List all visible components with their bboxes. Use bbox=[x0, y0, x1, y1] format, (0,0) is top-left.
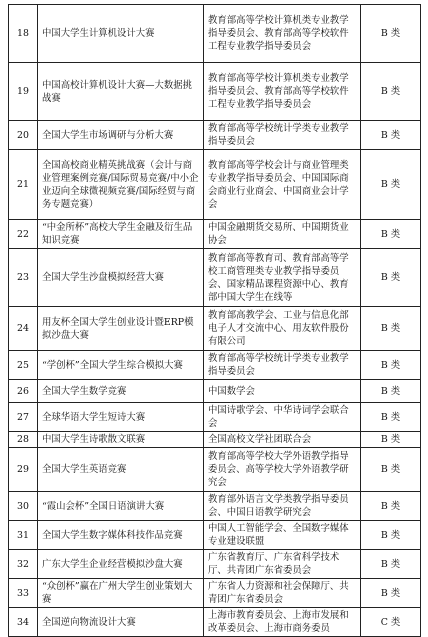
category: B 类 bbox=[361, 448, 421, 492]
row-number: 18 bbox=[9, 5, 38, 63]
organizer: 中国数学会 bbox=[204, 380, 361, 403]
organizer: 广东省人力资源和社会保障厅、共青团广东省委员会 bbox=[204, 579, 361, 608]
category: B 类 bbox=[361, 380, 421, 403]
category: B 类 bbox=[361, 220, 421, 249]
row-number: 26 bbox=[9, 380, 38, 403]
competition-name: “霞山会杯”全国日语演讲大赛 bbox=[38, 492, 204, 521]
competition-name: 广东大学生企业经营模拟沙盘大赛 bbox=[38, 550, 204, 579]
row-number: 25 bbox=[9, 351, 38, 380]
row-number: 34 bbox=[9, 608, 38, 637]
category: B 类 bbox=[361, 521, 421, 550]
row-number: 29 bbox=[9, 448, 38, 492]
category: B 类 bbox=[361, 550, 421, 579]
row-number: 27 bbox=[9, 403, 38, 432]
organizer: 教育部高等学校计算机类专业教学指导委员会、教育部高等学校软件工程专业教学指导委员会 bbox=[204, 5, 361, 63]
organizer: 教育部高等学校统计学类专业教学指导委员会 bbox=[204, 351, 361, 380]
competition-table-wrapper bbox=[8, 4, 420, 637]
competition-name: 全国逆向物流设计大赛 bbox=[38, 608, 204, 637]
organizer: 上海市教育委员会、上海市发展和改革委员会、上海市商务委员 bbox=[204, 608, 361, 637]
organizer: 中国金融期货交易所、中国期货业协会 bbox=[204, 220, 361, 249]
competition-name: 中国大学生计算机设计大赛 bbox=[38, 5, 204, 63]
row-number: 19 bbox=[9, 63, 38, 121]
category: B 类 bbox=[361, 432, 421, 448]
organizer: 教育部高等学校会计与商业管理类专业教学指导委员会、中国国际商会商业行业商会、中国商业会计学会 bbox=[204, 150, 361, 220]
competition-name: 全国大学生数字媒体科技作品竞赛 bbox=[38, 521, 204, 550]
table-row bbox=[9, 121, 421, 150]
competition-name: 中国高校计算机设计大赛—大数据挑战赛 bbox=[38, 63, 204, 121]
competition-table bbox=[8, 4, 421, 637]
table-row bbox=[9, 403, 421, 432]
category: B 类 bbox=[361, 63, 421, 121]
organizer: 中国人工智能学会、全国数字媒体专业建设联盟 bbox=[204, 521, 361, 550]
table-row bbox=[9, 249, 421, 307]
row-number: 28 bbox=[9, 432, 38, 448]
competition-name: 用友杯全国大学生创业设计暨ERP模拟沙盘大赛 bbox=[38, 307, 204, 351]
category: B 类 bbox=[361, 351, 421, 380]
category: B 类 bbox=[361, 150, 421, 220]
table-row bbox=[9, 5, 421, 63]
table-row bbox=[9, 432, 421, 448]
category: B 类 bbox=[361, 579, 421, 608]
category: C 类 bbox=[361, 608, 421, 637]
table-row bbox=[9, 550, 421, 579]
row-number: 22 bbox=[9, 220, 38, 249]
table-row bbox=[9, 521, 421, 550]
competition-name: 全球华语大学生短诗大赛 bbox=[38, 403, 204, 432]
category: B 类 bbox=[361, 5, 421, 63]
category: B 类 bbox=[361, 121, 421, 150]
row-number: 32 bbox=[9, 550, 38, 579]
table-row bbox=[9, 307, 421, 351]
competition-name: 全国大学生市场调研与分析大赛 bbox=[38, 121, 204, 150]
table-row bbox=[9, 63, 421, 121]
organizer: 教育部高等教育司、教育部高等学校工商管理类专业教学指导委员会、国家精品课程资源中心、教育部中国大学生在线等 bbox=[204, 249, 361, 307]
category: B 类 bbox=[361, 307, 421, 351]
competition-name: “学创杯”全国大学生综合模拟大赛 bbox=[38, 351, 204, 380]
table-row bbox=[9, 492, 421, 521]
category: B 类 bbox=[361, 403, 421, 432]
competition-name: 全国大学生沙盘模拟经营大赛 bbox=[38, 249, 204, 307]
organizer: 教育部外语言文学类教学指导委员会、中国日语教学研究会 bbox=[204, 492, 361, 521]
table-row bbox=[9, 380, 421, 403]
table-row bbox=[9, 220, 421, 249]
category: B 类 bbox=[361, 249, 421, 307]
organizer: 教育部高等学校计算机类专业教学指导委员会、教育部高等学校软件工程专业教学指导委员会 bbox=[204, 63, 361, 121]
row-number: 31 bbox=[9, 521, 38, 550]
competition-name: 全国大学生英语竞赛 bbox=[38, 448, 204, 492]
row-number: 30 bbox=[9, 492, 38, 521]
row-number: 24 bbox=[9, 307, 38, 351]
competition-name: 中国大学生诗歌散文联赛 bbox=[38, 432, 204, 448]
competition-name: 全国大学生数学竞赛 bbox=[38, 380, 204, 403]
organizer: 全国高校文学社团联合会 bbox=[204, 432, 361, 448]
row-number: 33 bbox=[9, 579, 38, 608]
table-row bbox=[9, 579, 421, 608]
competition-name: “众创杯”赢在广州大学生创业策划大赛 bbox=[38, 579, 204, 608]
organizer: 中国诗歌学会、中华诗词学会联合会 bbox=[204, 403, 361, 432]
table-row bbox=[9, 150, 421, 220]
organizer: 教育部高等学校统计学类专业教学指导委员会 bbox=[204, 121, 361, 150]
competition-name: “中金所杯”高校大学生金融及衍生品知识竞赛 bbox=[38, 220, 204, 249]
organizer: 广东省教育厅、广东省科学技术厅、共青团广东省委员会 bbox=[204, 550, 361, 579]
table-row bbox=[9, 448, 421, 492]
table-row bbox=[9, 608, 421, 637]
row-number: 20 bbox=[9, 121, 38, 150]
organizer: 教育部高等学校大学外语教学指导委员会、高等学校大学外语教学研究会 bbox=[204, 448, 361, 492]
organizer: 教育部高教学会、工业与信息化部电子人才交流中心、用友软件股份有限公司 bbox=[204, 307, 361, 351]
competition-name: 全国高校商业精英挑战赛（会计与商业管理案例竞赛/国际贸易竞赛/中小企业迈向全球微视频竞赛/国际经贸与商务专题竞赛） bbox=[38, 150, 204, 220]
row-number: 21 bbox=[9, 150, 38, 220]
table-row bbox=[9, 351, 421, 380]
category: B 类 bbox=[361, 492, 421, 521]
row-number: 23 bbox=[9, 249, 38, 307]
